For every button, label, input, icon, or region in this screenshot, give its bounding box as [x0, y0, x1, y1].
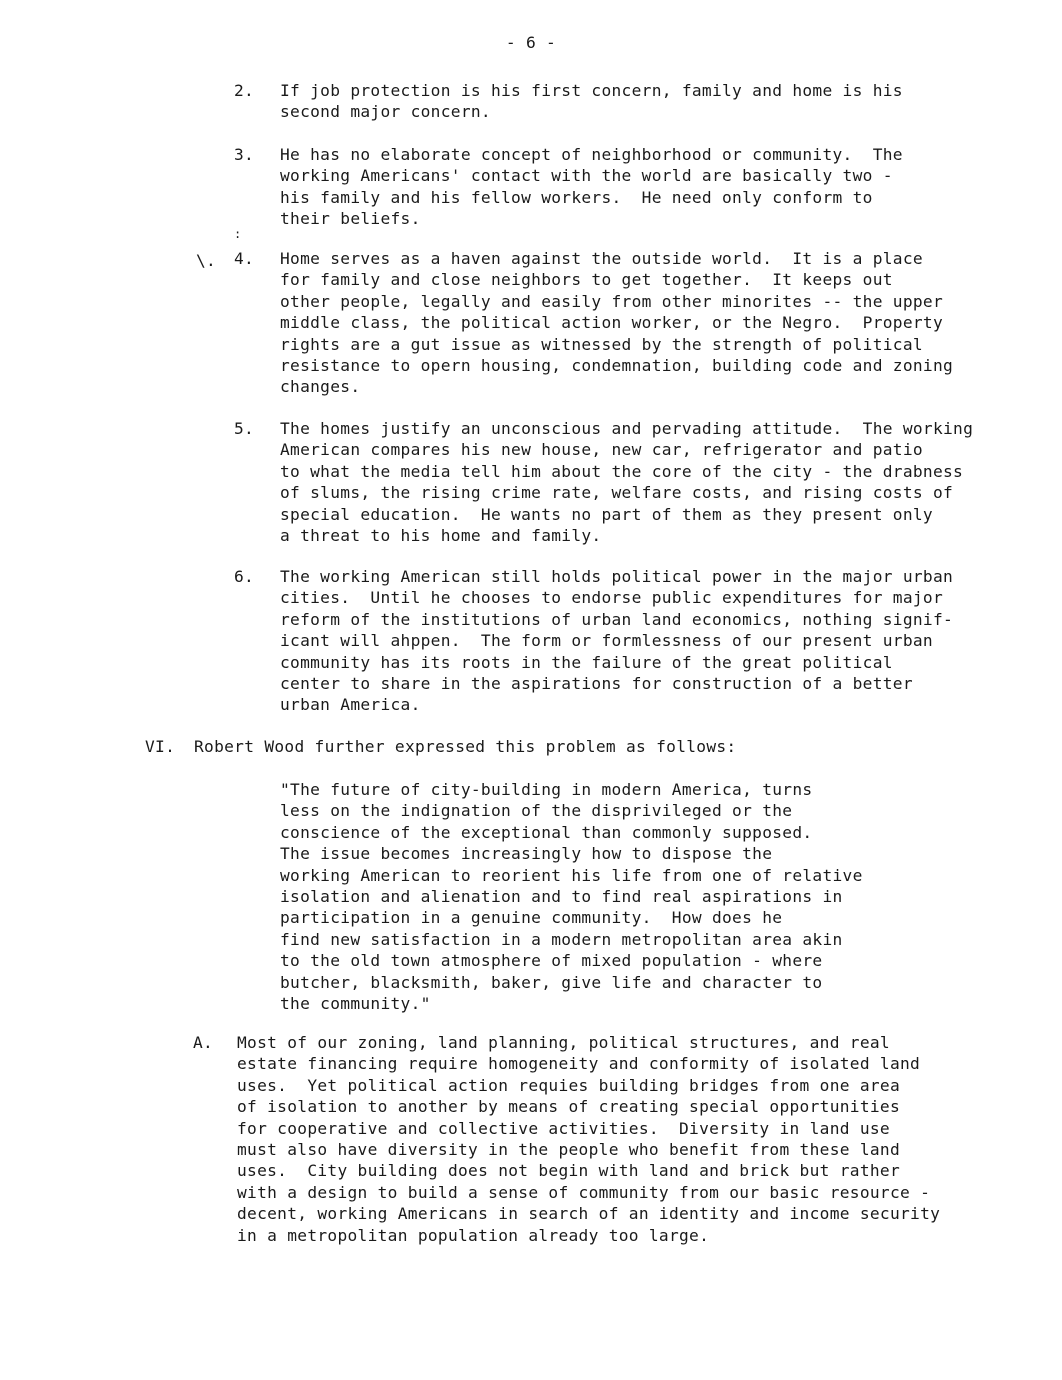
- list-item: [280, 80, 903, 123]
- text-line: The homes justify an unconscious and pervading attitude. The working: [280, 419, 974, 438]
- text-line: The issue becomes increasingly how to dispose the: [280, 844, 773, 864]
- list-item: [280, 144, 903, 230]
- page-number: - 6 -: [505, 33, 557, 52]
- text-line: middle class, the political action worker, or the Negro. Property: [280, 313, 944, 333]
- text-line: must also have diversity in the people who benefit from these land: [237, 1140, 901, 1160]
- text-line: The working American still holds political power in the major urban: [280, 567, 954, 586]
- text-line: find new satisfaction in a modern metropolitan area akin: [280, 929, 843, 949]
- item-marker: 2.: [234, 81, 255, 100]
- text-line: icant will ahppen. The form or formlessness of our present urban: [280, 631, 933, 651]
- text-line: working American to reorient his life from one of relative: [280, 865, 863, 885]
- text-line: working Americans' contact with the world are basically two -: [280, 166, 893, 186]
- text-line: to the old town atmosphere of mixed population - where: [280, 951, 823, 971]
- text-line: estate financing require homogeneity and conformity of isolated land: [237, 1054, 921, 1074]
- section-heading: [194, 736, 736, 757]
- text-line: Robert Wood further expressed this problem as follows:: [194, 737, 737, 756]
- text-line: changes.: [280, 377, 361, 397]
- item-marker: 4.: [234, 249, 255, 268]
- text-line: the community.": [280, 994, 431, 1014]
- stray-mark: :: [234, 227, 242, 241]
- text-line: "The future of city-building in modern America, turns: [280, 780, 813, 799]
- text-line: cities. Until he chooses to endorse public expenditures for major: [280, 588, 944, 608]
- text-line: a threat to his home and family.: [280, 526, 602, 546]
- text-line: in a metropolitan population already too large.: [237, 1225, 710, 1245]
- list-item: [280, 566, 953, 716]
- text-line: participation in a genuine community. How does he: [280, 908, 783, 928]
- text-line: other people, legally and easily from other minorites -- the upper: [280, 291, 944, 311]
- text-line: for family and close neighbors to get together. It keeps out: [280, 270, 893, 290]
- text-line: center to share in the aspirations for construction of a better: [280, 674, 913, 694]
- item-marker: 3.: [234, 145, 255, 164]
- text-line: their beliefs.: [280, 209, 421, 229]
- item-marker: 5.: [234, 419, 255, 438]
- text-line: of slums, the rising crime rate, welfare costs, and rising costs of: [280, 483, 954, 503]
- text-line: his family and his fellow workers. He need only conform to: [280, 187, 873, 207]
- subsection-marker: A.: [193, 1033, 214, 1052]
- text-line: of isolation to another by means of creating special opportunities: [237, 1097, 901, 1117]
- text-line: Most of our zoning, land planning, political structures, and real: [237, 1033, 890, 1052]
- text-line: conscience of the exceptional than commonly supposed.: [280, 822, 813, 842]
- text-line: American compares his new house, new car, refrigerator and patio: [280, 440, 923, 460]
- text-line: If job protection is his first concern, family and home is his: [280, 81, 903, 100]
- text-line: less on the indignation of the disprivileged or the: [280, 801, 793, 821]
- item-marker: 6.: [234, 567, 255, 586]
- section-marker: VI.: [145, 737, 176, 756]
- text-line: Home serves as a haven against the outside world. It is a place: [280, 249, 923, 268]
- text-line: uses. Yet political action requies building bridges from one area: [237, 1075, 901, 1095]
- text-line: rights are a gut issue as witnessed by the strength of political: [280, 334, 923, 354]
- text-line: special education. He wants no part of them as they present only: [280, 504, 933, 524]
- text-line: He has no elaborate concept of neighborhood or community. The: [280, 145, 903, 164]
- text-line: for cooperative and collective activities. Diversity in land use: [237, 1118, 890, 1138]
- block-quote: [280, 779, 863, 1014]
- text-line: isolation and alienation and to find real aspirations in: [280, 887, 843, 907]
- text-line: urban America.: [280, 695, 421, 715]
- text-line: decent, working Americans in search of an identity and income security: [237, 1204, 941, 1224]
- text-line: uses. City building does not begin with land and brick but rather: [237, 1161, 901, 1181]
- list-item: [280, 248, 953, 398]
- list-item: [280, 418, 973, 546]
- text-line: community has its roots in the failure of the great political: [280, 652, 893, 672]
- subsection-paragraph: [237, 1032, 940, 1246]
- text-line: with a design to build a sense of community from our basic resource -: [237, 1182, 931, 1202]
- text-line: reform of the institutions of urban land economics, nothing signif-: [280, 609, 954, 629]
- stray-mark: \.: [196, 251, 217, 270]
- text-line: to what the media tell him about the core of the city - the drabness: [280, 461, 964, 481]
- text-line: second major concern.: [280, 102, 491, 122]
- text-line: butcher, blacksmith, baker, give life and character to: [280, 972, 823, 992]
- text-line: resistance to opern housing, condemnation, building code and zoning: [280, 356, 954, 376]
